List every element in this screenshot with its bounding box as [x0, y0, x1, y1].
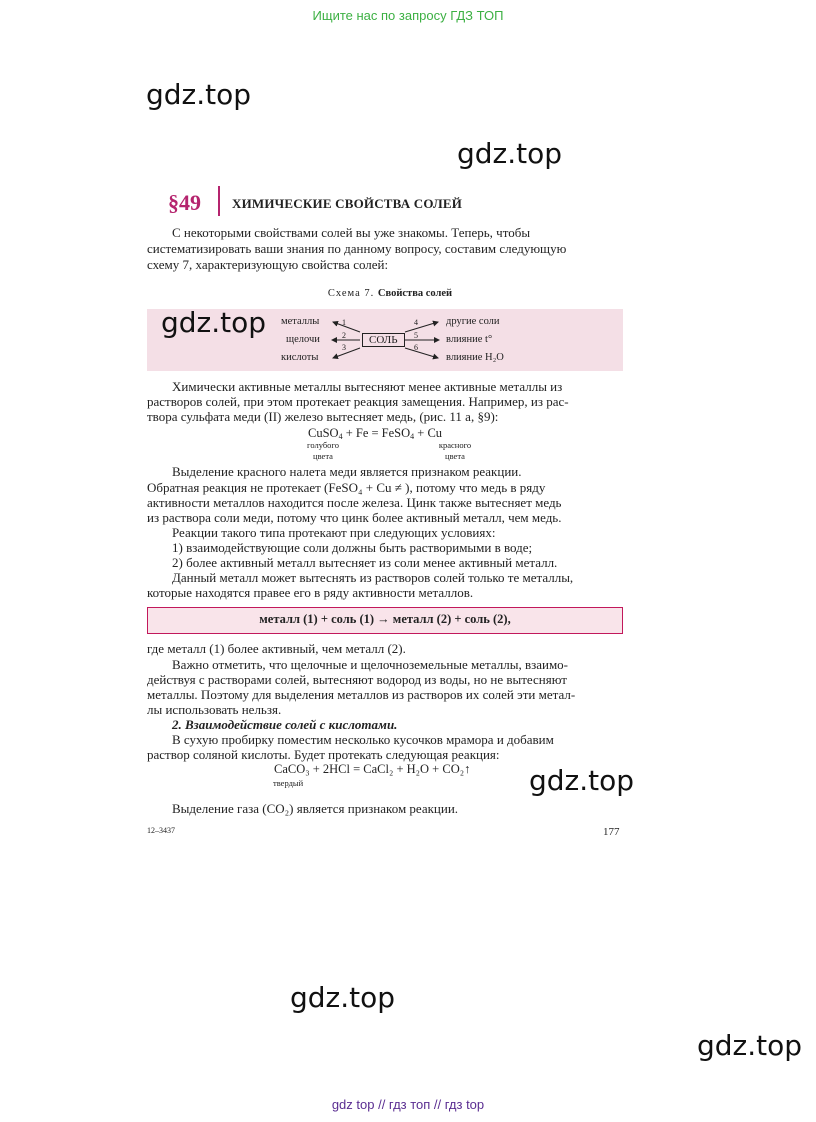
intro-line: схему 7, характеризующую свойства солей: — [147, 257, 389, 272]
eq-note-left — [298, 440, 348, 462]
scheme-arrow-number: 6 — [414, 343, 418, 352]
body-line: активности металлов находится после железа. Цинк также вытесняет медь — [147, 495, 562, 510]
condition-item: 1) взаимодействующие соли должны быть растворимыми в воде; — [172, 540, 533, 555]
condition-item: 2) более активный металл вытесняет из соли менее активный металл. — [172, 555, 558, 570]
section-number: §49 — [168, 190, 201, 215]
top-banner-link[interactable]: Ищите нас по запросу ГДЗ ТОП — [312, 8, 504, 23]
watermark: gdz.top — [697, 1029, 803, 1062]
body-line: где металл (1) более активный, чем металл (2). — [147, 641, 406, 656]
scheme-left-item: щелочи — [286, 334, 320, 345]
scheme-right-item: влияние t° — [446, 334, 493, 345]
watermark: gdz.top — [457, 137, 563, 170]
rule-equation: металл (1) + соль (1) → металл (2) + соль (2), — [259, 612, 511, 626]
scheme-arrow — [333, 348, 360, 358]
equation-marble: CaCO₃ + 2HCl = CaCl₂ + H₂O + CO₂↑ — [274, 762, 471, 776]
footer-code: 12–3437 — [147, 826, 175, 835]
scheme-caption — [0, 288, 780, 299]
body-line: Важно отметить, что щелочные и щелочноземельные металлы, взаимо- — [172, 657, 569, 672]
eq-term: + Cu — [414, 426, 443, 440]
body-line: твора сульфата меди (II) железо вытесняет медь, (рис. 11 а, §9): — [147, 409, 499, 424]
footer-links[interactable]: gdz top // гдз топ // гдз top — [331, 1097, 485, 1112]
watermark: gdz.top — [146, 78, 252, 111]
eq-note: голубого — [307, 440, 339, 450]
eq-note: цвета — [313, 451, 333, 461]
body-line: растворов солей, при этом протекает реакция замещения. Например, из рас- — [147, 394, 569, 409]
scheme-caption-prefix: Схема 7. — [327, 288, 375, 299]
scheme-arrow-number: 1 — [342, 318, 346, 327]
eq-term: + Fe = FeSO — [342, 426, 411, 440]
scheme-arrow-number: 4 — [414, 318, 418, 327]
scheme-arrow-number: 2 — [342, 331, 346, 340]
body-line: действуя с растворами солей, вытесняют водород из воды, но не вытесняют — [147, 672, 567, 687]
intro-line: С некоторыми свойствами солей вы уже знакомы. Теперь, чтобы — [172, 225, 531, 240]
body-line: которые находятся правее его в ряду активности металлов. — [147, 585, 474, 600]
eq-note-right — [430, 440, 480, 462]
page-number: 177 — [603, 826, 620, 838]
watermark: gdz.top — [290, 981, 396, 1014]
body-line: лы использовать нельзя. — [147, 702, 282, 717]
eq-subscript: 4 — [338, 432, 343, 441]
watermark: gdz.top — [529, 764, 635, 797]
scheme-right-item: другие соли — [446, 316, 500, 327]
body-line: Реакции такого типа протекают при следующих условиях: — [172, 525, 496, 540]
scheme-arrow — [405, 348, 438, 358]
body-line: Химически активные металлы вытесняют менее активные металлы из — [172, 379, 563, 394]
body-line: В сухую пробирку поместим несколько кусочков мрамора и добавим — [172, 732, 554, 747]
body-line: Выделение красного налета меди является признаком реакции. — [172, 464, 522, 479]
scheme-arrow-number: 5 — [414, 331, 418, 340]
equation-copper — [308, 426, 442, 441]
intro-line: систематизировать ваши знания по данному вопросу, составим следующую — [147, 241, 567, 256]
watermark: gdz.top — [161, 306, 267, 339]
scheme-arrow-number: 3 — [342, 343, 346, 352]
scheme-caption-title: Свойства солей — [377, 288, 453, 299]
eq-note: цвета — [445, 451, 465, 461]
body-line: раствор соляной кислоты. Будет протекать следующая реакция: — [147, 747, 500, 762]
body-line: Выделение газа (CO₂) является признаком реакции. — [172, 801, 459, 816]
eq-term: CuSO — [308, 426, 339, 440]
scheme-arrow — [333, 322, 360, 332]
section-title: ХИМИЧЕСКИЕ СВОЙСТВА СОЛЕЙ — [232, 196, 463, 211]
body-line: металлы. Поэтому для выделения металлов из растворов их солей эти метал- — [147, 687, 576, 702]
subheading: 2. Взаимодействие солей с кислотами. — [172, 717, 398, 732]
scheme-center-salt: СОЛЬ — [362, 333, 405, 347]
eq-subscript: 4 — [410, 432, 415, 441]
scheme-arrow — [405, 322, 438, 332]
eq-note: красного — [438, 440, 472, 450]
scheme-left-item: кислоты — [281, 352, 319, 363]
section-divider — [218, 186, 220, 216]
body-line: Обратная реакция не протекает (FeSO₄ + Cu ≠ ), потому что медь в ряду — [147, 480, 546, 495]
scheme-arrows — [320, 312, 450, 368]
body-line: Данный металл может вытеснять из растворов солей только те металлы, — [172, 570, 574, 585]
body-line: из раствора соли меди, потому что цинк более активный металл, чем медь. — [147, 510, 562, 525]
scheme-left-item: металлы — [281, 316, 320, 327]
eq-note: твердый — [273, 778, 304, 788]
scheme-right-item: влияние H₂O — [446, 352, 504, 363]
